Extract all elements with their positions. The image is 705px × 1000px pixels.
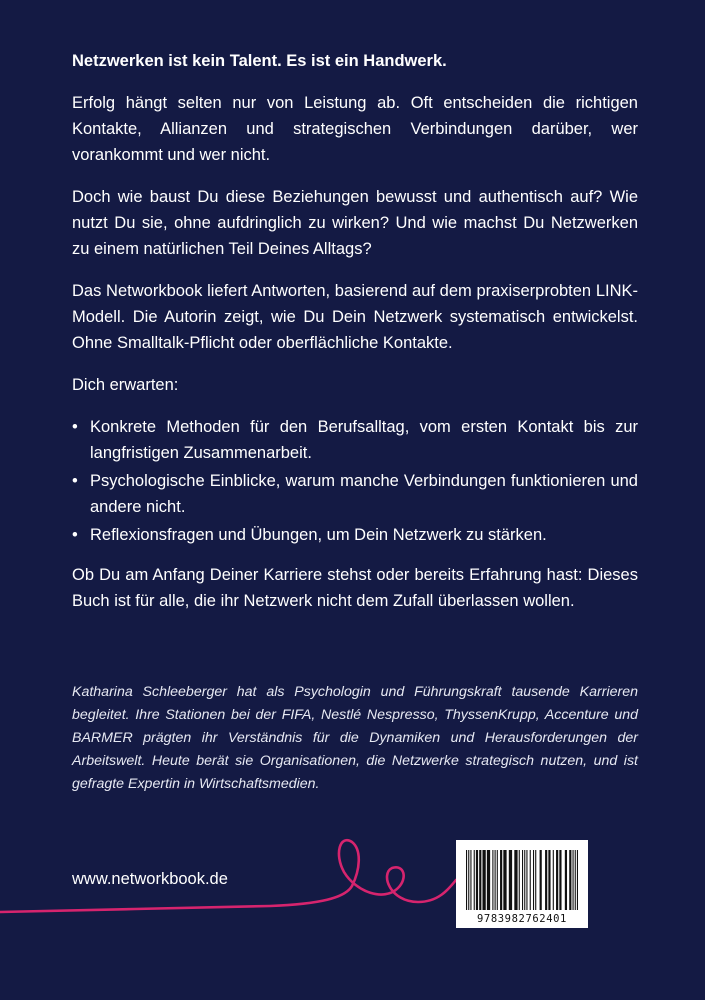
barcode-bar xyxy=(468,850,469,910)
barcode-bar xyxy=(556,850,558,910)
list-item xyxy=(72,414,638,466)
paragraph-intro: Erfolg hängt selten nur von Leistung ab. Oft entscheiden die richtigen Kontakte, Allianzen und strategischen Verbindungen darüber, wer vorankommt und wer nicht. xyxy=(72,94,638,164)
swirl-line xyxy=(0,840,456,912)
barcode-bar xyxy=(540,850,542,910)
barcode-bar xyxy=(487,850,490,910)
barcode-bar xyxy=(545,850,547,910)
barcode-bar xyxy=(522,850,523,910)
barcode-bar xyxy=(559,850,561,910)
author-bio: Katharina Schleeberger hat als Psychologin und Führungskraft tausende Karrieren begleitet. Ihre Stationen bei der FIFA, Nestlé Nespresso, ThyssenKrupp, Accenture und BARMER prägten ihr Verständnis für die Dynamiken und Herausforderungen der Arbeitswelt. Heute berät sie Organisationen, die Netzwerke strategisch nutzen, und ist gefragte Expertin in Wirtschaftsmedien. xyxy=(72,684,638,792)
list-item-text: Reflexionsfragen und Übungen, um Dein Netzwerk zu stärken. xyxy=(90,526,547,544)
barcode-bar xyxy=(553,850,554,910)
barcode-bars xyxy=(466,850,578,910)
barcode-bar xyxy=(535,850,536,910)
barcode-bar xyxy=(514,850,517,910)
barcode-bar xyxy=(479,850,481,910)
barcode-bar xyxy=(503,850,506,910)
isbn-number: 9783982762401 xyxy=(477,913,567,925)
headline: Netzwerken ist kein Talent. Es ist ein Handwerk. xyxy=(72,52,447,70)
paragraph-method: Das Networkbook liefert Antworten, basierend auf dem praxiserprobten LINK-Modell. Die Autorin zeigt, wie Du Dein Netzwerk systematisch entwickelst. Ohne Smalltalk-Pflicht oder oberflächliche Kontakte. xyxy=(72,282,638,352)
barcode-bar xyxy=(526,850,527,910)
barcode-bar xyxy=(577,850,578,910)
bullet-list xyxy=(72,414,638,548)
bullet-icon: • xyxy=(72,418,78,436)
barcode-bar xyxy=(524,850,525,910)
barcode-bar xyxy=(565,850,567,910)
barcode-bar xyxy=(492,850,493,910)
barcode-bar xyxy=(476,850,478,910)
back-cover-text xyxy=(72,48,638,630)
barcode-bar xyxy=(500,850,502,910)
barcode-bar xyxy=(575,850,576,910)
barcode-bar xyxy=(573,850,574,910)
list-item xyxy=(72,522,638,548)
barcode-bar xyxy=(548,850,550,910)
barcode-bar xyxy=(474,850,475,910)
barcode-bar xyxy=(533,850,534,910)
paragraph-expect: Dich erwarten: xyxy=(72,376,179,394)
barcode-bar xyxy=(470,850,471,910)
barcode-bar xyxy=(497,850,498,910)
paragraph-closing: Ob Du am Anfang Deiner Karriere stehst oder bereits Erfahrung hast: Dieses Buch ist für alle, die ihr Netzwerk nicht dem Zufall überlassen wollen. xyxy=(72,566,638,610)
barcode-bar xyxy=(509,850,512,910)
barcode-bar xyxy=(519,850,520,910)
barcode-bar xyxy=(482,850,485,910)
list-item-text: Psychologische Einblicke, warum manche Verbindungen funktionieren und andere nicht. xyxy=(90,472,638,516)
list-item-text: Konkrete Methoden für den Berufsalltag, vom ersten Kontakt bis zur langfristigen Zusammenarbeit. xyxy=(90,418,638,462)
bullet-icon: • xyxy=(72,472,78,490)
bullet-icon: • xyxy=(72,526,78,544)
barcode-bar xyxy=(495,850,496,910)
list-item xyxy=(72,468,638,520)
barcode-bar xyxy=(466,850,467,910)
barcode-bar xyxy=(569,850,571,910)
website-link[interactable]: www.networkbook.de xyxy=(72,870,228,888)
paragraph-questions: Doch wie baust Du diese Beziehungen bewusst und authentisch auf? Wie nutzt Du sie, ohne aufdringlich zu wirken? Und wie machst Du Netzwerken zu einem natürlichen Teil Deines Alltags? xyxy=(72,188,638,258)
isbn-barcode xyxy=(456,840,588,928)
barcode-bar xyxy=(530,850,531,910)
